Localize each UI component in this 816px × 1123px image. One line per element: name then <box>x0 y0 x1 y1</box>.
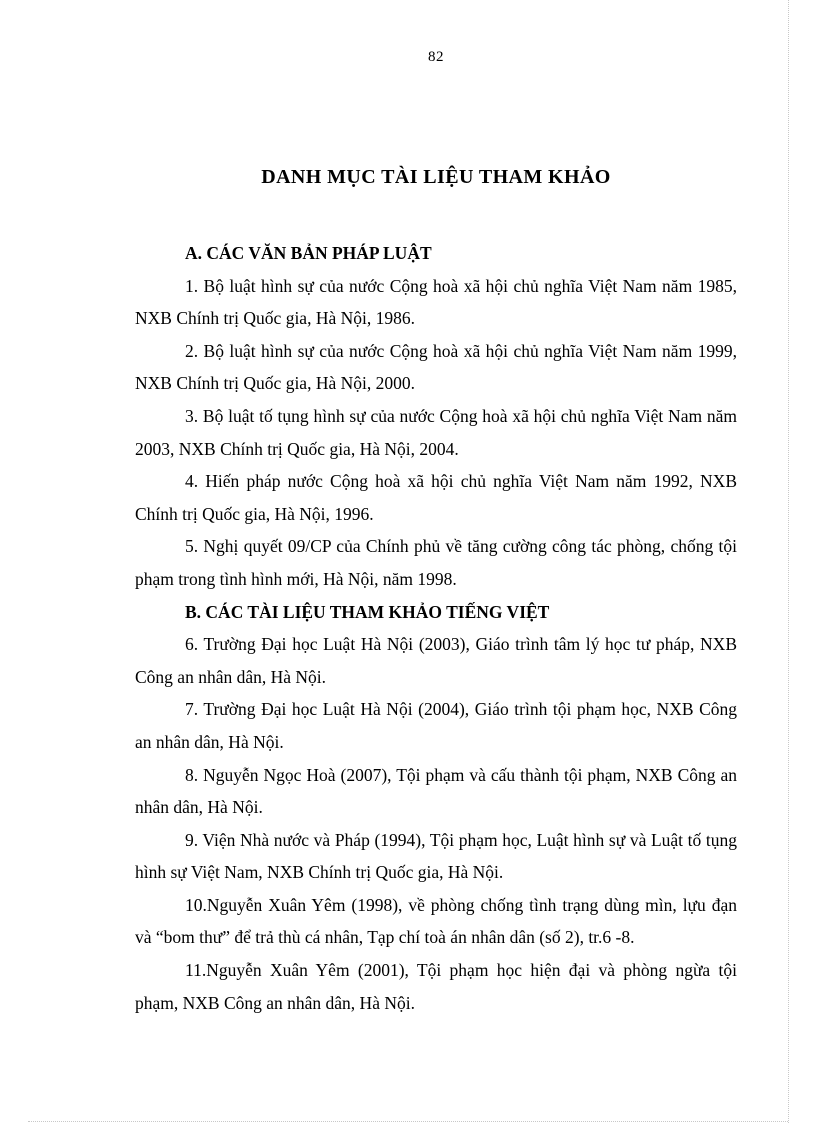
reference-item: 6. Trường Đại học Luật Hà Nội (2003), Giáo trình tâm lý học tư pháp, NXB Công an nhân dân, Hà Nội. <box>135 634 737 687</box>
reference-item: 1. Bộ luật hình sự của nước Cộng hoà xã hội chủ nghĩa Việt Nam năm 1985, NXB Chính trị Quốc gia, Hà Nội, 1986. <box>135 275 737 329</box>
page-bottom-dotted-line <box>28 1121 788 1122</box>
page-title: DANH MỤC TÀI LIỆU THAM KHẢO <box>261 166 611 188</box>
reference-item: 9. Viện Nhà nước và Pháp (1994), Tội phạm học, Luật hình sự và Luật tố tụng hình sự Việt Nam, NXB Chính trị Quốc gia, Hà Nội. <box>135 829 737 883</box>
reference-item: 3. Bộ luật tố tụng hình sự của nước Cộng hoà xã hội chủ nghĩa Việt Nam năm 2003, NXB Chính trị Quốc gia, Hà Nội, 2004. <box>135 405 737 459</box>
reference-item: 11.Nguyễn Xuân Yêm (2001), Tội phạm học hiện đại và phòng ngừa tội phạm, NXB Công an nhân dân, Hà Nội. <box>135 960 737 1013</box>
reference-item: 7. Trường Đại học Luật Hà Nội (2004), Giáo trình tội phạm học, NXB Công an nhân dân, Hà Nội. <box>135 699 737 752</box>
reference-item: 4. Hiến pháp nước Cộng hoà xã hội chủ nghĩa Việt Nam năm 1992, NXB Chính trị Quốc gia, Hà Nội, 1996. <box>135 471 737 524</box>
reference-item: 5. Nghị quyết 09/CP của Chính phủ về tăng cường công tác phòng, chống tội phạm trong tình hình mới, Hà Nội, năm 1998. <box>135 536 737 589</box>
reference-item: 2. Bộ luật hình sự của nước Cộng hoà xã hội chủ nghĩa Việt Nam năm 1999, NXB Chính trị Quốc gia, Hà Nội, 2000. <box>135 340 737 394</box>
reference-item: 8. Nguyễn Ngọc Hoà (2007), Tội phạm và cấu thành tội phạm, NXB Công an nhân dân, Hà Nội. <box>135 764 737 818</box>
page-number: 82 <box>428 49 444 65</box>
section-heading-b: B. CÁC TÀI LIỆU THAM KHẢO TIẾNG VIỆT <box>185 601 550 622</box>
section-heading-a: A. CÁC VĂN BẢN PHÁP LUẬT <box>185 243 432 263</box>
page-edge-dotted-line <box>788 0 789 1123</box>
reference-list <box>135 237 737 1019</box>
reference-item: 10.Nguyễn Xuân Yêm (1998), về phòng chống tình trạng dùng mìn, lựu đạn và “bom thư” để trả thù cá nhân, Tạp chí toà án nhân dân (số 2), tr.6 -8. <box>135 894 737 948</box>
